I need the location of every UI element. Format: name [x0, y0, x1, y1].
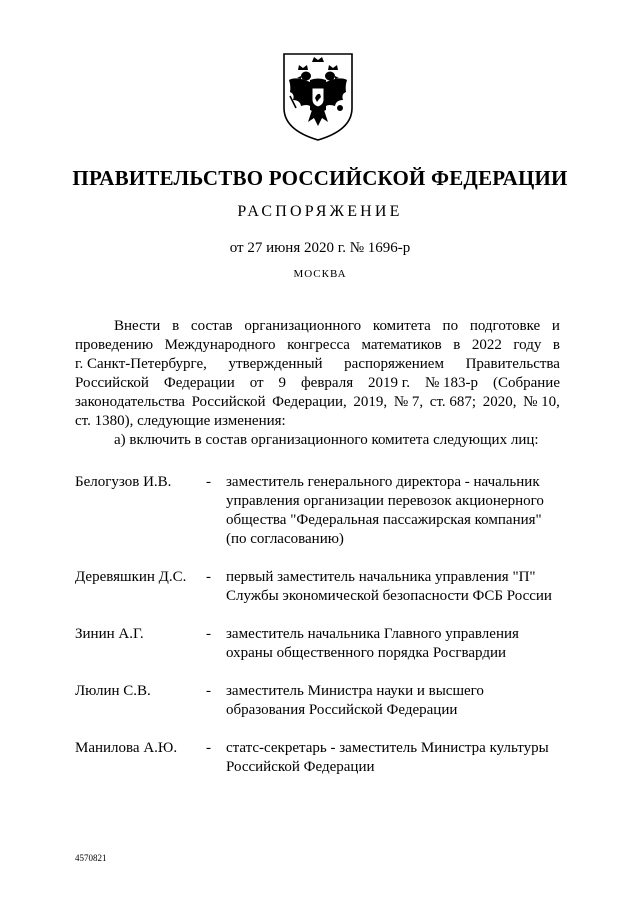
word: от	[249, 375, 264, 391]
member-dash: -	[206, 474, 211, 490]
position-line: заместитель начальника Главного управления	[226, 626, 519, 642]
position-line: заместитель Министра науки и высшего	[226, 683, 484, 699]
position-line: управления организации перевозок акционерного	[226, 493, 544, 509]
member-row	[75, 568, 565, 606]
committee-member-list	[75, 473, 565, 777]
paragraph-line	[75, 355, 560, 374]
member-name: Люлин С.В.	[75, 683, 151, 699]
position-line: заместитель генерального директора - начальник	[226, 474, 540, 490]
word: Федерации,	[272, 394, 347, 410]
position-line: первый заместитель начальника управления "П"	[226, 569, 536, 585]
word: организационного	[244, 318, 362, 334]
word: математиков	[361, 337, 442, 353]
word: № 7,	[393, 394, 424, 410]
word: в	[172, 318, 180, 334]
word: 2020,	[482, 394, 517, 410]
member-dash: -	[206, 569, 211, 585]
word: состав	[190, 318, 233, 334]
member-position	[226, 739, 566, 777]
word: в	[453, 337, 461, 353]
word: № 183-р	[424, 375, 479, 391]
position-line: Российской Федерации	[226, 759, 375, 775]
member-dash: -	[206, 626, 211, 642]
paragraph-line	[75, 374, 560, 393]
position-line: образования Российской Федерации	[226, 702, 458, 718]
government-title: ПРАВИТЕЛЬСТВО РОССИЙСКОЙ ФЕДЕРАЦИИ	[72, 166, 568, 190]
word: утвержденный	[228, 356, 323, 372]
word: Правительства	[465, 356, 560, 372]
member-position	[226, 568, 566, 606]
subparagraph-a: а) включить в состав организационного комитета следующих лиц:	[114, 432, 539, 448]
word: году	[513, 337, 542, 353]
word: Внести	[114, 318, 161, 334]
word: комитета	[372, 318, 431, 334]
coat-of-arms-icon	[276, 50, 360, 142]
position-line: охраны общественного порядка Росгвардии	[226, 645, 507, 661]
document-date-number: от 27 июня 2020 г. № 1696-р	[229, 240, 411, 256]
word: г. Санкт-Петербурге,	[75, 356, 207, 372]
member-position	[226, 473, 566, 549]
member-row	[75, 739, 565, 777]
member-row	[75, 473, 565, 549]
paragraph-line: ст. 1380), следующие изменения:	[75, 413, 286, 429]
word: проведению	[75, 337, 154, 353]
member-name: Белогузов И.В.	[75, 474, 172, 490]
paragraph-line	[75, 317, 560, 336]
member-dash: -	[206, 683, 211, 699]
word: Российской	[75, 375, 149, 391]
word: Федерации	[163, 375, 235, 391]
position-line: статс-секретарь - заместитель Министра культуры	[226, 740, 549, 756]
position-line: (по согласованию)	[226, 531, 344, 547]
order-paragraph	[75, 317, 560, 450]
word: конгресса	[287, 337, 350, 353]
word: подготовке	[469, 318, 541, 334]
paragraph-line	[75, 393, 560, 412]
word: по	[442, 318, 459, 334]
word: февраля	[300, 375, 354, 391]
member-name: Деревяшкин Д.С.	[75, 569, 187, 585]
document-number-footer: 4570821	[75, 853, 107, 863]
word: (Собрание	[492, 375, 560, 391]
member-position	[226, 682, 566, 720]
word: ст. 687;	[429, 394, 477, 410]
document-type: РАСПОРЯЖЕНИЕ	[237, 203, 403, 220]
paragraph-line	[75, 336, 560, 355]
word: 2022	[471, 337, 502, 353]
word: 2019,	[353, 394, 388, 410]
word: Международного	[164, 337, 276, 353]
word: № 10,	[523, 394, 560, 410]
word: законодательства	[75, 394, 185, 410]
member-row	[75, 625, 565, 663]
word: и	[551, 318, 560, 334]
member-name: Манилова А.Ю.	[75, 740, 178, 756]
word: 2019 г.	[368, 375, 411, 391]
member-position	[226, 625, 566, 663]
member-row	[75, 682, 565, 720]
word: 9	[278, 375, 286, 391]
position-line: общества "Федеральная пассажирская компания"	[226, 512, 542, 528]
word: распоряжением	[344, 356, 444, 372]
position-line: Службы экономической безопасности ФСБ России	[226, 588, 552, 604]
member-name: Зинин А.Г.	[75, 626, 144, 642]
member-dash: -	[206, 740, 211, 756]
word: Российской	[191, 394, 266, 410]
document-city: МОСКВА	[293, 268, 347, 280]
word: в	[552, 337, 560, 353]
